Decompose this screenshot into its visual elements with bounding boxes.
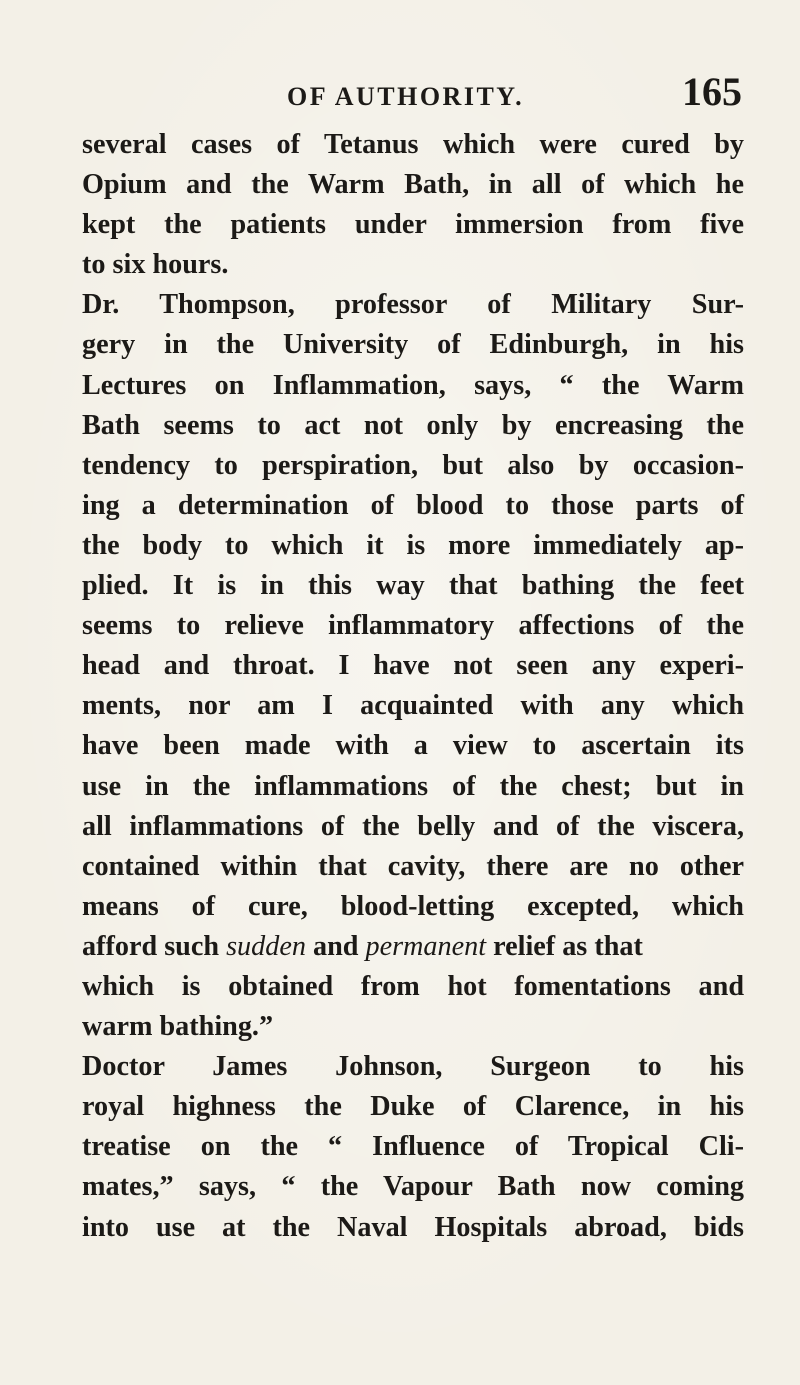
text-line: into use at the Naval Hospitals abroad, bids (82, 1211, 744, 1243)
running-head-title: OF AUTHORITY. (287, 82, 525, 111)
text-line: the body to which it is more immediately ap- (82, 529, 744, 561)
line-text-before: afford such (82, 930, 227, 962)
text-line: tendency to perspiration, but also by occasion- (82, 449, 744, 481)
text-line: Opium and the Warm Bath, in all of which he (82, 169, 744, 201)
text-line-with-italics (82, 927, 744, 967)
text-line: seems to relieve inflammatory affections of the (82, 610, 744, 642)
text-line: Bath seems to act not only by encreasing the (82, 409, 744, 441)
text-line: kept the patients under immersion from five (82, 209, 744, 241)
text-line: treatise on the “ Influence of Tropical Cli- (82, 1131, 744, 1163)
text-line: have been made with a view to ascertain its (82, 730, 744, 762)
text-line: which is obtained from hot fomentations and (82, 970, 744, 1002)
text-line: mates,” says, “ the Vapour Bath now coming (82, 1171, 744, 1203)
page-number: 165 (682, 69, 742, 114)
text-line: all inflammations of the belly and of the viscera, (82, 810, 744, 842)
text-line: means of cure, blood-letting excepted, which (82, 890, 744, 922)
text-line: ing a determination of blood to those parts of (82, 489, 744, 521)
line-text-after: relief as that (486, 930, 643, 962)
text-line: Lectures on Inflammation, says, “ the Warm (82, 369, 744, 401)
line-text-middle: and (305, 930, 366, 962)
body-text (82, 125, 744, 1248)
text-line: royal highness the Duke of Clarence, in his (82, 1091, 744, 1123)
text-line: contained within that cavity, there are no other (82, 850, 744, 882)
text-line: several cases of Tetanus which were cured by (82, 129, 744, 160)
text-line: use in the inflammations of the chest; but in (82, 770, 744, 802)
running-head (82, 69, 742, 120)
paragraph-start-line: Doctor James Johnson, Surgeon to his (82, 1051, 744, 1083)
text-line: ments, nor am I acquainted with any which (82, 690, 744, 722)
paragraph-end-line: to six hours. (82, 249, 229, 281)
paragraph-end-line: warm bathing.” (82, 1011, 274, 1043)
italic-word-sudden: sudden (226, 930, 306, 962)
text-line: gery in the University of Edinburgh, in his (82, 329, 744, 361)
paragraph-start-line: Dr. Thompson, professor of Military Sur- (82, 289, 744, 321)
text-line: head and throat. I have not seen any experi- (82, 650, 744, 682)
text-line: plied. It is in this way that bathing the feet (82, 570, 744, 602)
italic-word-permanent: permanent (365, 930, 487, 962)
